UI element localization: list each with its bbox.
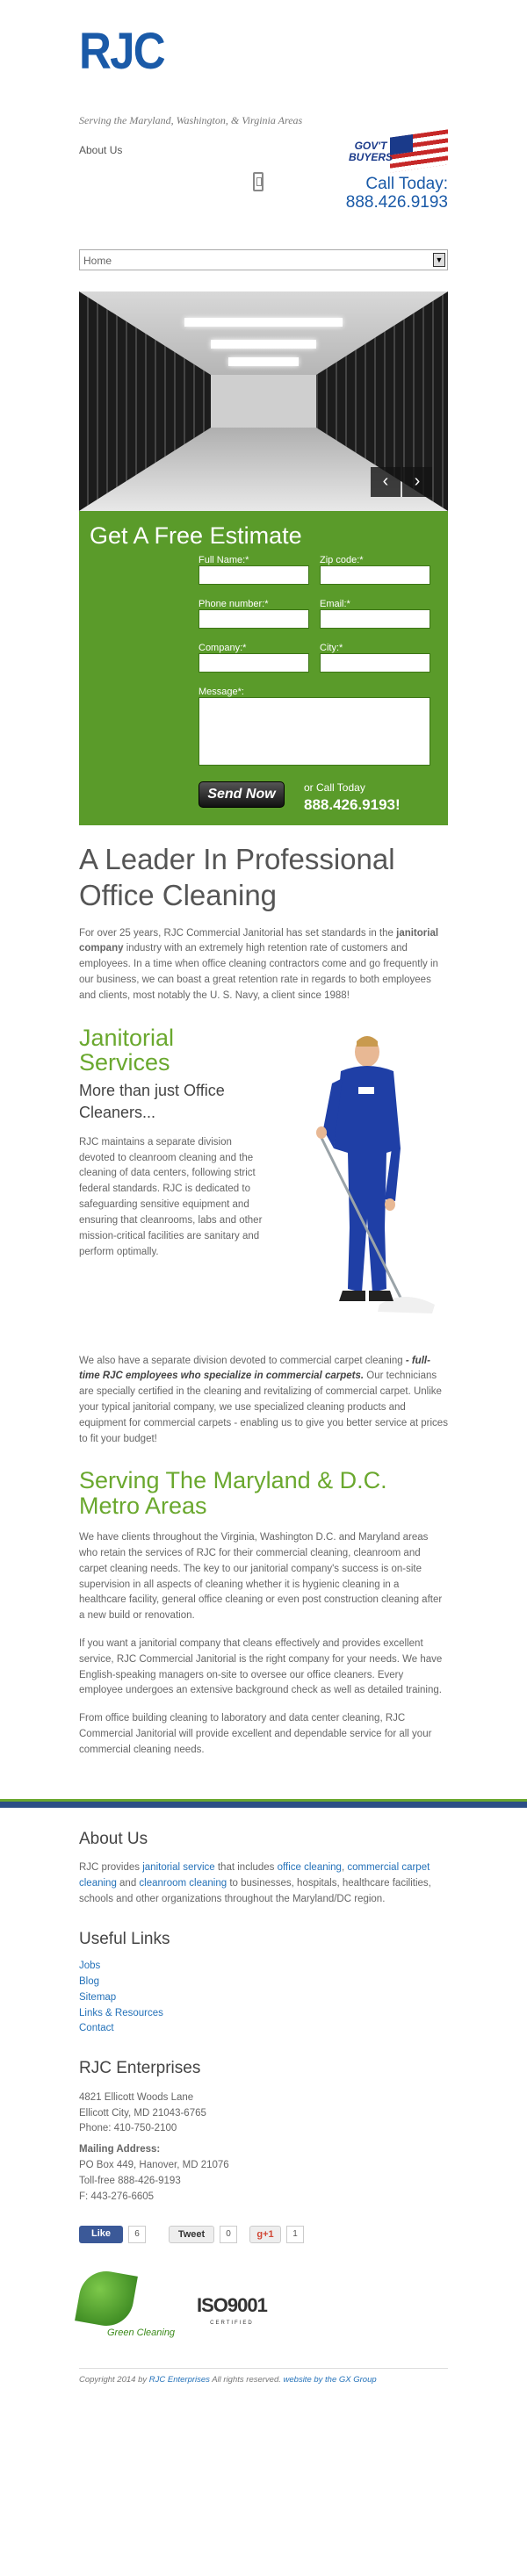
useful-links-title: Useful Links	[79, 1929, 170, 1948]
footer-about-t4: and	[116, 1878, 140, 1889]
flag-icon	[390, 129, 448, 172]
link-contact[interactable]: Contact	[79, 2023, 114, 2034]
janitorial-subheading: More than just Office Cleaners...	[79, 1082, 225, 1121]
carpet-text	[79, 1354, 448, 1448]
address-phone: Phone: 410-750-2100	[79, 2123, 177, 2134]
mailing-fax: F: 443-276-6605	[79, 2191, 155, 2202]
call-label: Call Today:	[365, 175, 448, 193]
nav-select[interactable]	[79, 249, 448, 270]
footer-about-t1: RJC provides	[79, 1862, 143, 1874]
mailing-title: Mailing Address:	[79, 2144, 161, 2155]
carpet-after: Our technicians are specially certified in the cleaning and revitalizing of commercial carpet. Unlike your typical janitorial company, we use specialized cleaning products and equipment for commercial carpets - enabling us to give you better service at prices to fit your budget!	[79, 1371, 448, 1444]
call-today	[346, 176, 448, 212]
janitor-image	[281, 1025, 448, 1342]
iso-logo	[197, 2291, 267, 2328]
or-call-label: or Call Today	[304, 781, 365, 794]
phone-label: Phone number:*	[199, 599, 269, 609]
janitorial-section	[79, 1025, 448, 1342]
city-field[interactable]	[320, 653, 430, 673]
phone-icon	[253, 172, 264, 191]
like-label: Like	[90, 2228, 111, 2240]
serving-p1: We have clients throughout the Virginia, Washington D.C. and Maryland areas who retain the services of RJC for their commercial cleaning, cleanroom and carpet cleaning needs. The key to our janitorial company's success is on-site supervision in all aspects of cleaning whether it is hygienic cleaning in a healthcare facility, general office cleaning or even post construction cleaning after a new build or renovation.	[79, 1532, 443, 1622]
mailing-line: PO Box 449, Hanover, MD 21076	[79, 2159, 229, 2170]
intro-text	[79, 926, 448, 1004]
prev-arrow-icon[interactable]: ‹	[371, 467, 401, 497]
leaf-icon	[75, 2267, 138, 2330]
intro-strong: janitorial company	[79, 927, 439, 954]
rights-text: All rights reserved.	[209, 2375, 284, 2385]
gplus-button[interactable]	[249, 2226, 281, 2243]
gx-group-link[interactable]: website by the GX Group	[283, 2375, 377, 2385]
hero-light	[184, 318, 343, 327]
carpet-before: We also have a separate division devoted to commercial carpet cleaning	[79, 1355, 406, 1366]
tweet-count: 0	[220, 2226, 237, 2243]
facebook-like-button[interactable]	[79, 2226, 123, 2243]
intro-before: For over 25 years, RJC Commercial Janitorial has set standards in the	[79, 927, 397, 939]
hero-light	[228, 357, 299, 366]
janitorial-text: RJC maintains a separate division devoted to cleanroom cleaning and the cleaning of data centers, following strict federal standards. RJC is dedicated to safeguarding sensitive equipment and ensuring that cleanrooms, labs and other mission-critical facilities are sanitary and perform optimally.	[79, 1136, 263, 1257]
email-label: Email:*	[320, 599, 350, 609]
message-label: Message*:	[199, 687, 244, 697]
or-call	[304, 781, 401, 815]
copyright-text: Copyright 2014 by	[79, 2375, 149, 2385]
zip-label: Zip code:*	[320, 555, 364, 565]
gplus-count: 1	[286, 2226, 304, 2243]
estimate-form	[79, 511, 448, 825]
tweet-label: Tweet	[177, 2229, 206, 2241]
footer-about-text	[79, 1860, 448, 1907]
header	[79, 0, 448, 97]
full-name-field[interactable]	[199, 565, 309, 585]
serving-p3: From office building cleaning to laboratory and data center cleaning, RJC Commercial Janitorial will provide excellent and dependable service for all your commercial cleaning needs.	[79, 1713, 432, 1755]
mailing-tollfree: Toll-free 888-426-9193	[79, 2175, 181, 2186]
message-field[interactable]	[199, 697, 430, 766]
useful-links-list	[79, 1959, 448, 2037]
hero-corridor	[211, 375, 316, 428]
copyright	[79, 2368, 448, 2386]
carpet-em: - full-time RJC employees who specialize in commercial carpets.	[79, 1355, 430, 1382]
address-line: Ellicott City, MD 21043-6765	[79, 2107, 206, 2119]
cleanroom-cleaning-link[interactable]: cleanroom cleaning	[139, 1878, 227, 1889]
footer-about-t2: that includes	[214, 1862, 278, 1874]
tweet-button[interactable]	[169, 2226, 214, 2243]
rjc-enterprises-link[interactable]: RJC Enterprises	[148, 2375, 210, 2385]
estimate-title: Get A Free Estimate	[90, 522, 302, 549]
nav-selected: Home	[83, 255, 112, 267]
footer-about-t5: to businesses, hospitals, healthcare facilities, schools and other organizations throughout the Maryland/DC region.	[79, 1878, 431, 1904]
tagline: Serving the Maryland, Washington, & Virginia Areas	[79, 114, 303, 126]
company-field[interactable]	[199, 653, 309, 673]
certification-logos	[79, 2271, 448, 2343]
chevron-down-icon[interactable]: ▼	[433, 253, 445, 267]
link-jobs[interactable]: Jobs	[79, 1961, 101, 1972]
logo[interactable]: RJC	[79, 23, 164, 80]
social-buttons	[79, 2226, 448, 2245]
phone-field[interactable]	[199, 609, 309, 629]
footer	[79, 1827, 448, 2414]
city-label: City:*	[320, 643, 343, 653]
address	[79, 2090, 448, 2205]
about-us-link[interactable]: About Us	[79, 144, 123, 156]
green-cleaning-label: Green Cleaning	[107, 2328, 176, 2339]
janitorial-heading: Janitorial Services	[79, 1024, 175, 1076]
carpet-cleaning-link[interactable]: commercial carpet cleaning	[79, 1862, 430, 1889]
hero-light	[211, 340, 316, 349]
iso-sub-label: CERTIFIED	[210, 2321, 254, 2327]
send-now-button[interactable]: Send Now	[199, 781, 285, 808]
next-arrow-icon[interactable]: ›	[402, 467, 432, 497]
zip-field[interactable]	[320, 565, 430, 585]
janitorial-service-link[interactable]: janitorial service	[142, 1862, 215, 1874]
page-title: A Leader In Professional Office Cleaning	[79, 843, 395, 912]
enterprises-title: RJC Enterprises	[79, 2059, 201, 2078]
call-number[interactable]: 888.426.9193	[345, 192, 448, 212]
footer-divider	[0, 1799, 527, 1808]
full-name-label: Full Name:*	[199, 555, 249, 565]
or-call-number[interactable]: 888.426.9193!	[304, 795, 401, 813]
email-field[interactable]	[320, 609, 430, 629]
footer-about-title: About Us	[79, 1829, 148, 1848]
gplus-label: g+1	[256, 2229, 274, 2241]
footer-about-t3: ,	[341, 1862, 348, 1874]
link-resources[interactable]: Links & Resources	[79, 2007, 163, 2018]
like-count: 6	[128, 2226, 146, 2243]
iso-label: ISO9001	[197, 2294, 267, 2317]
serving-p2: If you want a janitorial company that cleans effectively and provides excellent service, RJC Commercial Janitorial is the right company for your needs. We have English-speaking managers on-site to oversee our office cleaners. Every employee undergoes an extensive background check as well as detailed training.	[79, 1638, 443, 1696]
link-blog[interactable]: Blog	[79, 1975, 100, 1987]
address-line: 4821 Ellicott Woods Lane	[79, 2091, 194, 2103]
govt-buyers-label: GOV'T BUYERS	[348, 140, 393, 164]
hero-slider	[79, 291, 448, 511]
link-sitemap[interactable]: Sitemap	[79, 1991, 117, 2003]
intro-after: industry with an extremely high retention rate of customers and employees. In a time when office cleaning contractors come and go frequently in our business, we can boast a great retention rate in regards to both employees and clients, most notably the U. S. Navy, a client since 1988!	[79, 943, 438, 1001]
serving-heading: Serving The Maryland & D.C. Metro Areas	[79, 1467, 387, 1519]
company-label: Company:*	[199, 643, 247, 653]
office-cleaning-link[interactable]: office cleaning	[277, 1862, 342, 1874]
govt-buyers-badge[interactable]	[344, 133, 448, 176]
